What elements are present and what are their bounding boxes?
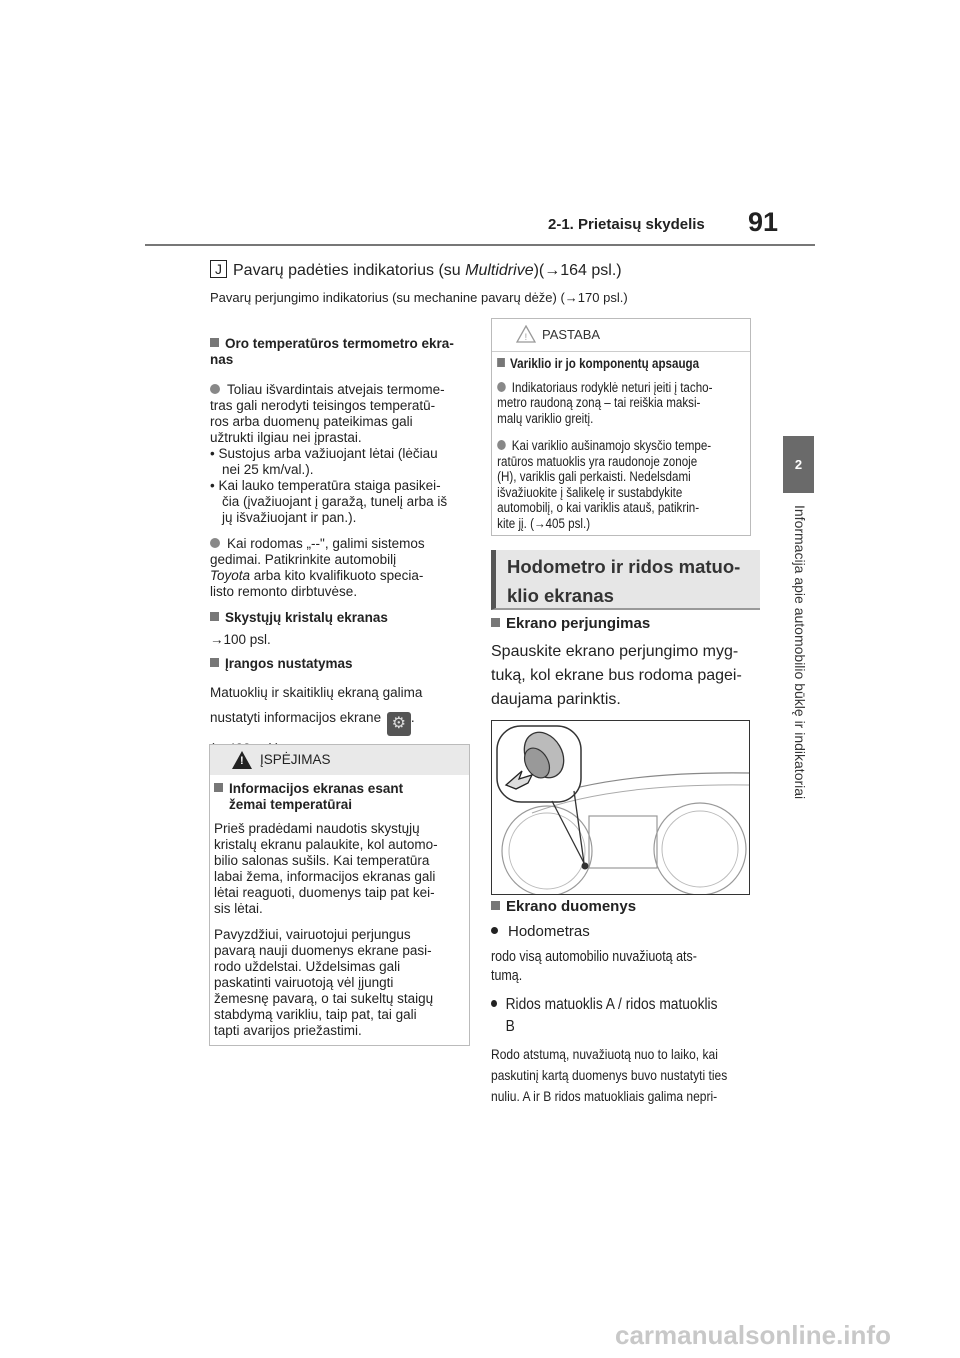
line1-italic: Multidrive [465, 262, 534, 279]
temp-paragraph: Toliau išvardintais atvejais termome- tras gali nerodyti teisingos temperatū- ros arba duomenų pateikimas gali užtrukti ilgiau nei įprastai. [210, 382, 445, 445]
dash-paragraph: Kai rodomas „--", galimi sistemos gedimai. Patikrinkite automobilį Toyota arba kito kvalifikuoto specia- listo remonto dirbtuvėse. [210, 536, 425, 599]
chapter-title: Informacija apie automobilio būklę ir indikatoriai [792, 505, 808, 800]
line1-ref: )(→164 psl.) [533, 262, 622, 279]
settings-gear-icon: ⚙ [387, 712, 411, 736]
chapter-tab: 2 [783, 436, 814, 493]
lcd-ref: →100 psl. [210, 632, 271, 647]
heading-temp-display: Oro temperatūros termometro ekra- nas [210, 336, 454, 367]
bullet-temp-change: • Kai lauko temperatūra staiga pasikei- čia (įvažiuojant į garažą, tunelį arba iš jų išvažiuojant ir pan.). [210, 478, 448, 525]
note-p1: Indikatoriaus rodyklė neturi įeiti į tacho- metro raudoną zoną – tai reiškia maksi- malų variklio greitį. [497, 379, 713, 426]
right-column-lower [491, 898, 753, 1107]
circle-bullet-icon [210, 538, 220, 548]
heading-settings: Įrangos nustatymas [210, 656, 470, 672]
bullet-icon [491, 927, 498, 934]
bullet-slow: • Sustojus arba važiuojant lėtai (lėčiau nei 25 km/val.). [210, 446, 438, 477]
caution-outline-icon [516, 325, 536, 343]
note-header [492, 319, 750, 352]
warning-p1: Prieš pradėdami naudotis skystųjų kristalų ekranu palaukite, kol automo- bilio salonas sušils. Kai temperatūra labai žema, informacijos ekranas gali lėtai reaguoti, duomenys taip pat kei- sis lėtai. [214, 821, 438, 916]
note-title: PASTABA [542, 327, 601, 342]
warning-p2: Pavyzdžiui, vairuotojui perjungus pavarą nauji duomenys ekrane pasi- rodo uždelstai. Uždelsimas gali paskatinti vairuotoją vėl įjungti žemesnę pavarą, o tai sukeltų staigų stabdymą varikliu, taip pat, tai gali tapti avarijos priežastimi. [214, 927, 434, 1038]
heading-display-switch: Ekrano perjungimas [491, 615, 751, 632]
note-p2: Kai variklio aušinamojo skysčio tempe- ratūros matuoklis yra raudonoje zonoje (H), variklis gali perkaisti. Nedelsdami išvažiuokite į šalikelę ir sustabdykite automobilį, o kai variklis atauš, patikrin- kite jį. (→405 psl.) [497, 438, 712, 531]
square-bullet-icon [210, 338, 219, 347]
circle-bullet-icon [497, 440, 506, 450]
hodometer-desc: rodo visą automobilio nuvažiuotą ats- tumą. [491, 949, 697, 984]
square-bullet-icon [214, 783, 223, 792]
heading-display-data: Ekrano duomenys [491, 898, 753, 915]
note-heading: Variklio ir jo komponentų apsauga [497, 356, 738, 372]
trip-desc: Rodo atstumą, nuvažiuotą nuo to laiko, kai paskutinį kartą duomenys buvo nustatyti ties nuliu. A ir B ridos matuokliais galima nepri- [491, 1046, 728, 1104]
settings-paragraph: Matuoklių ir skaitiklių ekraną galima nustatyti informacijos ekrane ⚙ . [210, 680, 470, 761]
square-bullet-icon [491, 618, 500, 627]
warning-heading: Informacijos ekranas esant žemai temperatūrai [214, 781, 465, 813]
header-divider [145, 244, 815, 246]
page-number: 91 [748, 207, 779, 237]
warning-title: ĮSPĖJIMAS [260, 752, 331, 767]
left-column [210, 336, 470, 761]
circle-bullet-icon [497, 382, 506, 392]
instrument-cluster-illustration [491, 720, 750, 895]
bullet-trip: Ridos matuoklis A / ridos matuoklis B [491, 994, 749, 1038]
right-column [491, 615, 751, 712]
square-bullet-icon [210, 612, 219, 621]
gear-shift-line: Pavarų perjungimo indikatorius (su mechanine pavarų dėže) (→170 psl.) [210, 290, 628, 305]
bullet-hodometer: Hodometras [491, 923, 753, 940]
cluster-drawing [492, 721, 749, 894]
hodometer-section-title: Hodometro ir ridos matuo- klio ekranas [491, 550, 760, 610]
heading-lcd: Skystųjų kristalų ekranas [210, 610, 470, 626]
line1-text: Pavarų padėties indikatorius (su [233, 262, 466, 279]
square-bullet-icon [491, 901, 500, 910]
warning-header [210, 745, 469, 775]
note-box [491, 318, 751, 536]
square-bullet-icon [210, 658, 219, 667]
gear-indicator-line [210, 260, 622, 280]
warning-box [209, 744, 470, 1046]
switch-paragraph: Spauskite ekrano perjungimo myg- tuką, kol ekrane bus rodoma pagei- daujama parinktis. [491, 643, 742, 708]
square-bullet-icon [497, 358, 505, 367]
svg-text:!: ! [524, 332, 528, 342]
watermark-text: carmanualsonline.info [615, 1320, 891, 1350]
label-j: J [210, 260, 227, 278]
bullet-icon [491, 1000, 497, 1007]
circle-bullet-icon [210, 384, 220, 394]
section-title: 2-1. Prietaisų skydelis [548, 216, 705, 233]
warning-icon: ! [232, 751, 252, 769]
